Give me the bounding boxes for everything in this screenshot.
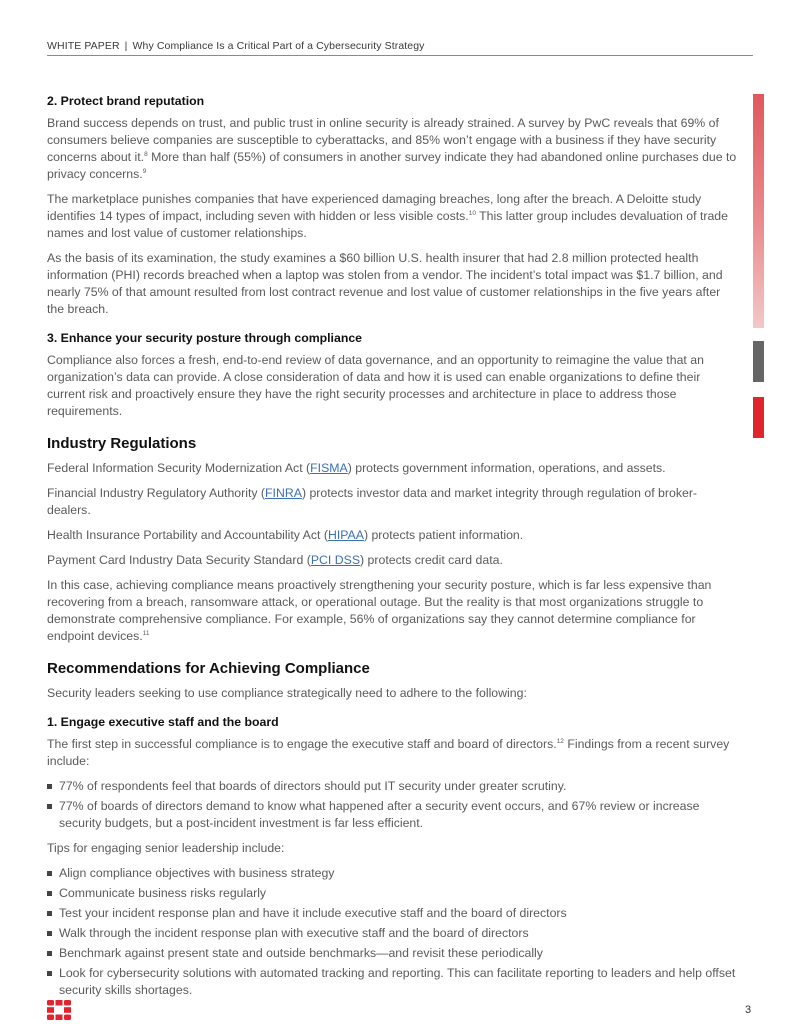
section-heading-enhance-posture: 3. Enhance your security posture through compliance <box>47 331 363 345</box>
findings-list <box>47 778 737 832</box>
regulation-item <box>47 527 737 544</box>
regulation-text: ) protects credit card data. <box>360 553 503 567</box>
section-heading-recommendations: Recommendations for Achieving Compliance <box>47 660 370 677</box>
bullet-icon <box>47 911 52 916</box>
list-item-text: 77% of respondents feel that boards of directors should put IT security under greater scrutiny. <box>59 779 567 793</box>
footnote-ref: 12 <box>556 738 564 745</box>
bullet-icon <box>47 891 52 896</box>
bullet-icon <box>47 971 52 976</box>
paragraph: Tips for engaging senior leadership include: <box>47 841 285 855</box>
regulation-text: ) protects government information, operations, and assets. <box>347 461 666 475</box>
paragraph <box>47 736 737 770</box>
header-separator: | <box>124 40 128 52</box>
list-item <box>47 798 737 832</box>
regulation-item <box>47 460 737 477</box>
regulation-text: Health Insurance Portability and Accountability Act ( <box>47 528 328 542</box>
paragraph-text: This latter group includes devaluation of trade names and lost value of customer relationships. <box>47 209 728 240</box>
footnote-ref: 8 <box>144 151 148 158</box>
paragraph-text: The first step in successful compliance is to engage the executive staff and board of directors. <box>47 737 557 751</box>
pci-dss-link[interactable]: PCI DSS <box>310 553 361 567</box>
bullet-icon <box>47 784 52 789</box>
paragraph-text: Findings from a recent survey include: <box>47 737 730 768</box>
paragraph: Security leaders seeking to use compliance strategically need to adhere to the following: <box>47 686 527 700</box>
page-header <box>47 40 753 56</box>
regulation-item <box>47 485 737 519</box>
list-item-text: Communicate business risks regularly <box>59 886 267 900</box>
finra-link[interactable]: FINRA <box>265 486 302 500</box>
paragraph-text: More than half (55%) of consumers in another survey indicate they had abandoned online purchases due to privacy concerns. <box>47 150 737 181</box>
fisma-link[interactable]: FISMA <box>310 461 348 475</box>
footnote-ref: 11 <box>142 630 150 637</box>
hipaa-link[interactable]: HIPAA <box>327 528 364 542</box>
regulation-text: Financial Industry Regulatory Authority ( <box>47 486 266 500</box>
list-item <box>47 865 737 882</box>
paragraph <box>47 115 737 183</box>
list-item-text: Test your incident response plan and have it include executive staff and the board of directors <box>59 906 567 920</box>
paragraph-text: Brand success depends on trust, and public trust in online security is already strained. A survey by PwC reveals that 69% of consumers believe companies are susceptible to cyberattacks, and 85% won’t engage with a business if they have security concerns about it. <box>47 116 719 164</box>
paragraph-text: The marketplace punishes companies that have experienced damaging breaches, long after the breach. A Deloitte study identifies 14 types of impact, including seven with hidden or less visible costs. <box>47 192 702 223</box>
tips-list <box>47 865 737 999</box>
section-heading-protect-brand: 2. Protect brand reputation <box>47 94 205 108</box>
list-item-text: 77% of boards of directors demand to know what happened after a security event occurs, and 67% review or increase security budgets, but a post-incident investment is far less efficient. <box>59 799 700 830</box>
bullet-icon <box>47 804 52 809</box>
paragraph-text: In this case, achieving compliance means proactively strengthening your security posture, which is far less expensive than recovering from a breach, ransomware attack, or operational outage. But the reality is that most organizations struggle to demonstrate comprehensive compliance. For example, 56% of organizations say they cannot determine compliance for endpoint devices. <box>47 578 712 643</box>
regulation-text: Federal Information Security Modernization Act ( <box>47 461 311 475</box>
list-item-text: Look for cybersecurity solutions with automated tracking and reporting. This can facilitate reporting to leaders and help offset security skills shortages. <box>59 966 736 997</box>
list-item-text: Align compliance objectives with business strategy <box>59 866 335 880</box>
list-item <box>47 905 737 922</box>
list-item <box>47 925 737 942</box>
sub-heading-engage-executive: 1. Engage executive staff and the board <box>47 715 279 729</box>
regulation-text: ) protects investor data and market integrity through regulation of broker-dealers. <box>47 486 698 517</box>
paragraph <box>47 191 737 242</box>
paragraph: As the basis of its examination, the study examines a $60 billion U.S. health insurer that had 2.8 million protected health information (PHI) records breached when a laptop was stolen from a vendor. The incident’s total impact was $1.7 billion, and nearly 75% of that amount resulted from lost contract revenue and lost value of customer relationships in the five years after the breach. <box>47 251 723 316</box>
header-title: Why Compliance Is a Critical Part of a Cybersecurity Strategy <box>132 40 425 52</box>
list-item <box>47 945 737 962</box>
regulation-item <box>47 552 737 569</box>
bullet-icon <box>47 951 52 956</box>
list-item-text: Walk through the incident response plan with executive staff and the board of directors <box>59 926 529 940</box>
list-item-text: Benchmark against present state and outside benchmarks—and revisit these periodically <box>59 946 543 960</box>
regulation-text: Payment Card Industry Data Security Standard ( <box>47 553 311 567</box>
paragraph: Compliance also forces a fresh, end-to-end review of data governance, and an opportunity to reimagine the value that an organization’s data can provide. A close consideration of data and how it is used can enable organizations to define their current risk and proactively ensure they have the right security processes and architecture in place to address those requirements. <box>47 353 704 418</box>
bullet-icon <box>47 871 52 876</box>
paragraph <box>47 577 737 645</box>
page-number: 3 <box>745 1004 752 1016</box>
header-label: WHITE PAPER <box>47 40 120 52</box>
bullet-icon <box>47 931 52 936</box>
regulation-text: ) protects patient information. <box>363 528 524 542</box>
list-item <box>47 965 737 999</box>
footnote-ref: 9 <box>142 168 147 175</box>
list-item <box>47 778 737 795</box>
decorative-red-bar <box>753 397 764 438</box>
decorative-gray-bar <box>753 341 764 382</box>
section-heading-industry-regulations: Industry Regulations <box>47 435 197 452</box>
fortinet-logo-icon <box>47 1000 71 1020</box>
main-content <box>47 93 737 1007</box>
footnote-ref: 10 <box>468 210 476 217</box>
list-item <box>47 885 737 902</box>
decorative-red-gradient-bar <box>753 94 764 328</box>
